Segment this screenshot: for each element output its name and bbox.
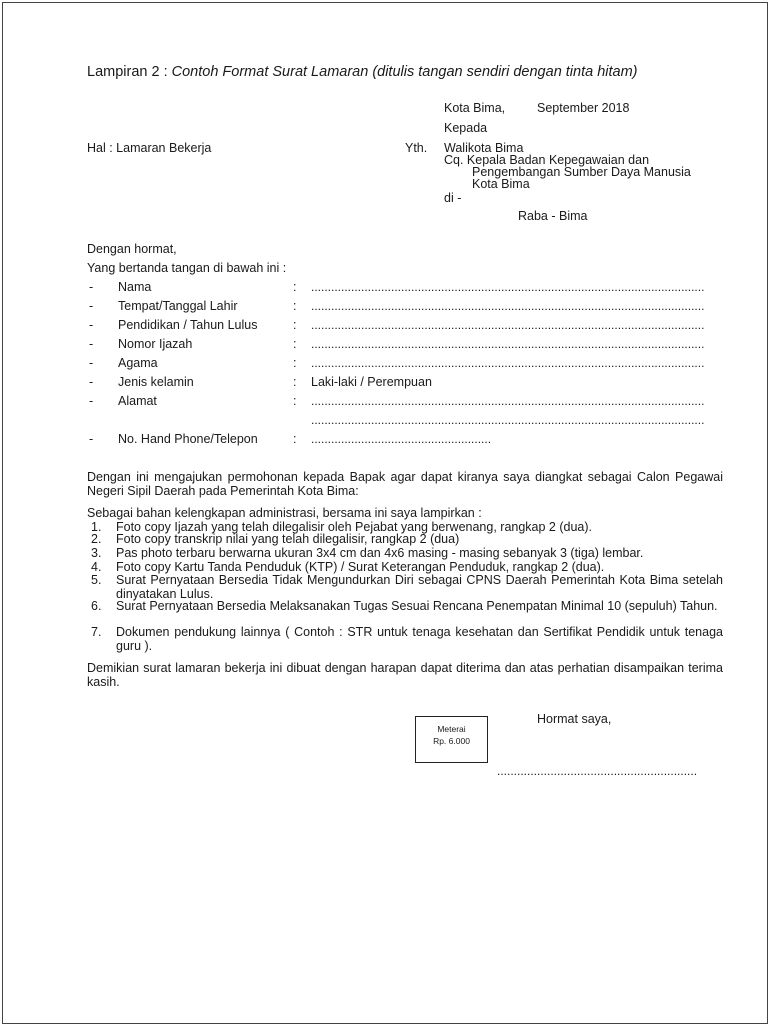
field-dash: - bbox=[89, 375, 94, 389]
attachment-number: 6. bbox=[91, 599, 102, 613]
field-dash: - bbox=[89, 280, 94, 294]
closing-paragraph: Demikian surat lamaran bekerja ini dibuat dengan harapan dapat diterima dan atas perhatian disampaikan terima kasih. bbox=[87, 661, 723, 689]
field-label-phone: No. Hand Phone/Telepon bbox=[118, 432, 258, 446]
attachments-intro: Sebagai bahan kelengkapan administrasi, bersama ini saya lampirkan : bbox=[87, 506, 482, 520]
signature-line: ............................................................ bbox=[497, 764, 698, 778]
attachment-item: Surat Pernyataan Bersedia Melaksanakan Tugas Sesuai Rencana Penempatan Minimal 10 (sepuluh) Tahun. bbox=[116, 599, 718, 613]
place: Kota Bima, bbox=[444, 101, 506, 115]
attachment-item: Dokumen pendukung lainnya ( Contoh : STR untuk tenaga kesehatan dan Sertifikat Pendidik untuk tenaga guru ). bbox=[116, 625, 723, 653]
attachment-number: 2. bbox=[91, 532, 102, 546]
meterai-label: Meterai bbox=[437, 724, 466, 734]
kepada-label: Kepada bbox=[444, 121, 488, 135]
field-value-birth: ...................................................................................................................... bbox=[311, 299, 705, 313]
yth-label: Yth. bbox=[405, 141, 428, 155]
field-value-gender: Laki-laki / Perempuan bbox=[311, 375, 432, 389]
recipient-line-5: di - bbox=[444, 191, 462, 205]
request-paragraph: Dengan ini mengajukan permohonan kepada Bapak agar dapat kiranya saya diangkat sebagai Calon Pegawai Negeri Sipil Daerah pada Pemerintah Kota Bima: bbox=[87, 470, 723, 498]
field-dash: - bbox=[89, 299, 94, 313]
field-colon: : bbox=[293, 280, 297, 294]
field-value-phone: ...................................................... bbox=[311, 432, 492, 446]
field-dash: - bbox=[89, 394, 94, 408]
attachment-item: Surat Pernyataan Bersedia Tidak Mengundurkan Diri sebagai CPNS Daerah Pemerintah Kota Bima setelah dinyatakan Lulus. bbox=[116, 573, 723, 601]
date: September 2018 bbox=[537, 101, 630, 115]
recipient-line-4: Kota Bima bbox=[472, 177, 530, 191]
attachment-number: 7. bbox=[91, 625, 102, 639]
subject-line: Hal : Lamaran Bekerja bbox=[87, 141, 212, 155]
field-label-education: Pendidikan / Tahun Lulus bbox=[118, 318, 258, 332]
field-dash: - bbox=[89, 337, 94, 351]
field-label-address: Alamat bbox=[118, 394, 157, 408]
meterai-stamp-box bbox=[415, 716, 488, 763]
meterai-amount: Rp. 6.000 bbox=[433, 736, 470, 746]
field-colon: : bbox=[293, 337, 297, 351]
field-value-religion: ...................................................................................................................... bbox=[311, 356, 705, 370]
header-title: Contoh Format Surat Lamaran (ditulis tangan sendiri dengan tinta hitam) bbox=[171, 64, 638, 80]
intro-line: Yang bertanda tangan di bawah ini : bbox=[87, 261, 287, 275]
field-label-nama: Nama bbox=[118, 280, 152, 294]
field-dash: - bbox=[89, 318, 94, 332]
attachment-item: Foto copy transkrip nilai yang telah dilegalisir, rangkap 2 (dua) bbox=[116, 532, 460, 546]
field-label-ijazah: Nomor Ijazah bbox=[118, 337, 193, 351]
attachment-number: 4. bbox=[91, 560, 102, 574]
header-prefix: Lampiran 2 : bbox=[87, 64, 172, 80]
field-label-religion: Agama bbox=[118, 356, 158, 370]
recipient-line-2: Cq. Kepala Badan Kepegawaian dan bbox=[444, 153, 650, 167]
greeting: Dengan hormat, bbox=[87, 242, 177, 256]
field-colon: : bbox=[293, 299, 297, 313]
field-value-education: ...................................................................................................................... bbox=[311, 318, 705, 332]
recipient-line-6: Raba - Bima bbox=[518, 209, 588, 223]
field-value-ijazah: ...................................................................................................................... bbox=[311, 337, 705, 351]
field-dash: - bbox=[89, 432, 94, 446]
field-value-nama: ...................................................................................................................... bbox=[311, 280, 705, 294]
attachment-item: Foto copy Ijazah yang telah dilegalisir oleh Pejabat yang berwenang, rangkap 2 (dua). bbox=[116, 520, 593, 534]
attachment-number: 3. bbox=[91, 546, 102, 560]
attachment-item: Foto copy Kartu Tanda Penduduk (KTP) / Surat Keterangan Penduduk, rangkap 2 (dua). bbox=[116, 560, 605, 574]
field-colon: : bbox=[293, 356, 297, 370]
field-colon: : bbox=[293, 375, 297, 389]
signoff: Hormat saya, bbox=[537, 712, 612, 726]
attachment-number: 1. bbox=[91, 520, 102, 534]
field-value-address: ...................................................................................................................... bbox=[311, 394, 705, 408]
document-header bbox=[87, 64, 638, 80]
recipient-line-3: Pengembangan Sumber Daya Manusia bbox=[472, 165, 691, 179]
field-label-gender: Jenis kelamin bbox=[118, 375, 194, 389]
attachment-number: 5. bbox=[91, 573, 102, 587]
field-colon: : bbox=[293, 432, 297, 446]
recipient-line-1: Walikota Bima bbox=[444, 141, 524, 155]
field-colon: : bbox=[293, 394, 297, 408]
attachment-item: Pas photo terbaru berwarna ukuran 3x4 cm dan 4x6 masing - masing sebanyak 3 (tiga) lembar. bbox=[116, 546, 644, 560]
field-colon: : bbox=[293, 318, 297, 332]
field-dash: - bbox=[89, 356, 94, 370]
field-value-address-2: ...................................................................................................................... bbox=[311, 413, 705, 427]
field-label-birth: Tempat/Tanggal Lahir bbox=[118, 299, 238, 313]
